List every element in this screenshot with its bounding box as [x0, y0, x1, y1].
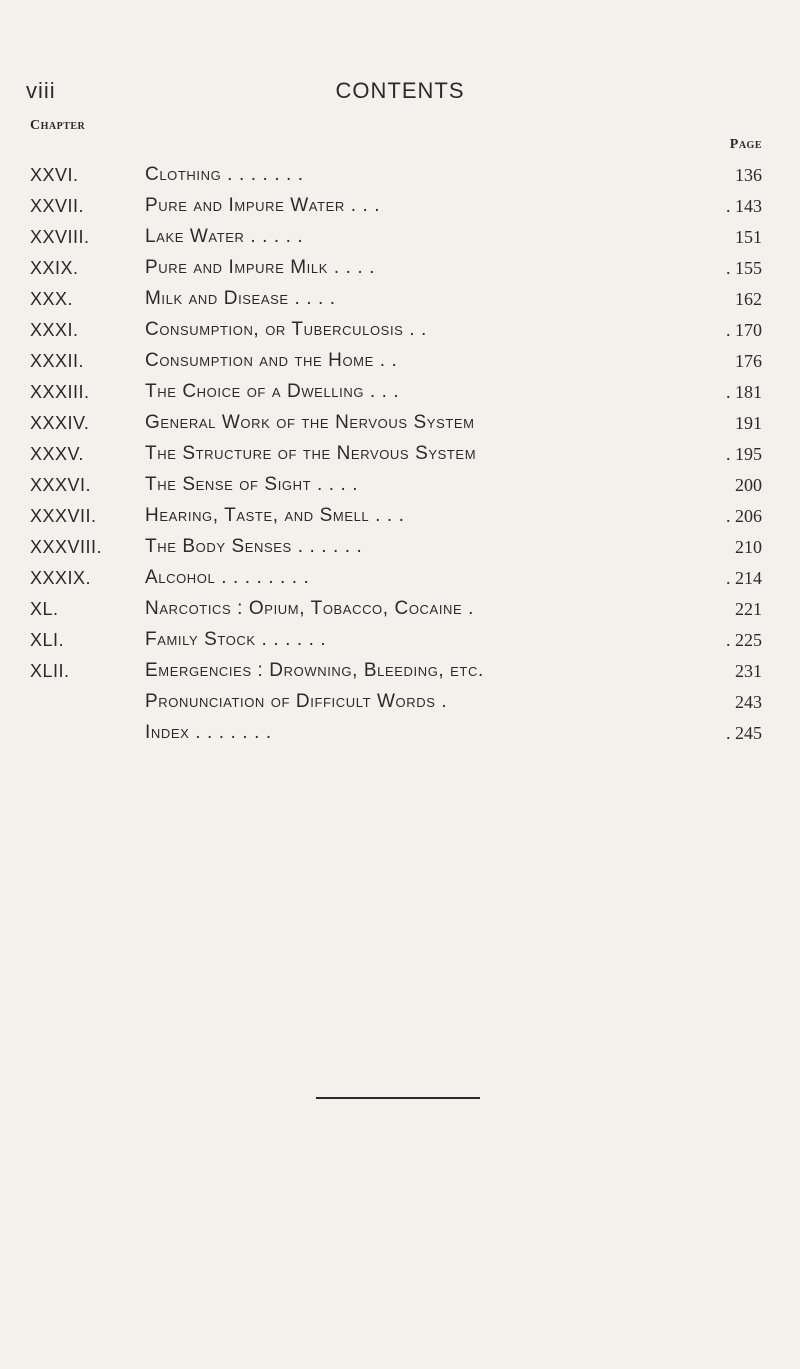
page-column-heading: Page [729, 137, 762, 152]
chapter-title: Pronunciation of Difficult Words . [145, 691, 448, 712]
chapter-numeral: XXXII. [30, 351, 85, 371]
chapter-title: Alcohol . . . . . . . . [145, 567, 310, 588]
contents-entry [0, 222, 800, 252]
contents-entry [0, 439, 800, 469]
page-ref: . 206 [726, 506, 762, 526]
contents-entry [0, 284, 800, 314]
contents-entry [0, 563, 800, 593]
chapter-numeral: XXXV. [30, 444, 84, 464]
chapter-title: The Structure of the Nervous System [145, 443, 477, 464]
chapter-numeral: XXXIV. [30, 413, 90, 433]
contents-entry [0, 346, 800, 376]
page-number: viii [26, 78, 56, 103]
chapter-title: Milk and Disease . . . . [145, 288, 336, 309]
chapter-title: Clothing . . . . . . . [145, 164, 304, 185]
chapter-title: Consumption and the Home . . [145, 350, 398, 371]
chapter-numeral: XXX. [30, 289, 74, 309]
chapter-numeral: XXVIII. [30, 227, 90, 247]
chapter-numeral: XXXIII. [30, 382, 90, 402]
contents-entry [0, 687, 800, 717]
chapter-title: General Work of the Nervous System [145, 412, 475, 433]
page-ref: . 181 [726, 382, 762, 402]
contents-entry [0, 377, 800, 407]
chapter-title: Family Stock . . . . . . [145, 629, 327, 650]
page-ref: . 170 [726, 320, 762, 340]
chapter-title: Emergencies : Drowning, Bleeding, etc. [145, 660, 484, 681]
page-ref: 200 [735, 475, 762, 495]
page-ref: 243 [735, 692, 762, 712]
contents-entry [0, 253, 800, 283]
contents-entry [0, 160, 800, 190]
contents-entry [0, 594, 800, 624]
chapter-title: Index . . . . . . . [145, 722, 272, 743]
running-head: CONTENTS [335, 78, 465, 103]
page-ref: . 245 [726, 723, 762, 743]
chapter-column-heading: Chapter [30, 118, 86, 133]
chapter-title: The Sense of Sight . . . . [145, 474, 359, 495]
closing-rule [316, 1097, 480, 1099]
chapter-title: Hearing, Taste, and Smell . . . [145, 505, 405, 526]
chapter-title: Pure and Impure Milk . . . . [145, 257, 375, 278]
contents-entry [0, 501, 800, 531]
chapter-numeral: XXXVI. [30, 475, 92, 495]
contents-entry [0, 625, 800, 655]
page-ref: . 195 [726, 444, 762, 464]
page-ref: 191 [735, 413, 762, 433]
page-ref: 210 [735, 537, 762, 557]
chapter-title: Narcotics : Opium, Tobacco, Cocaine . [145, 598, 475, 619]
contents-entry [0, 718, 800, 748]
contents-entry [0, 408, 800, 438]
chapter-numeral: XXIX. [30, 258, 79, 278]
chapter-title: The Body Senses . . . . . . [145, 536, 363, 557]
page-ref: 231 [735, 661, 762, 681]
chapter-numeral: XXXVIII. [30, 537, 103, 557]
chapter-title: Consumption, or Tuberculosis . . [145, 319, 427, 340]
contents-entry [0, 656, 800, 686]
page-ref: . 225 [726, 630, 762, 650]
page-ref: 162 [735, 289, 762, 309]
page-ref: 151 [735, 227, 762, 247]
page-ref: . 143 [726, 196, 762, 216]
contents-entry [0, 191, 800, 221]
chapter-numeral: XXXI. [30, 320, 79, 340]
page-ref: 221 [735, 599, 762, 619]
chapter-numeral: XXVI. [30, 165, 79, 185]
page-ref: . 214 [726, 568, 762, 588]
contents-entry [0, 470, 800, 500]
chapter-numeral: XLI. [30, 630, 65, 650]
page-ref: 176 [735, 351, 762, 371]
chapter-title: Lake Water . . . . . [145, 226, 304, 247]
contents-entry [0, 532, 800, 562]
chapter-title: Pure and Impure Water . . . [145, 195, 381, 216]
page-ref: 136 [735, 165, 762, 185]
chapter-title: The Choice of a Dwelling . . . [145, 381, 400, 402]
contents-entry [0, 315, 800, 345]
page-ref: . 155 [726, 258, 762, 278]
chapter-numeral: XLII. [30, 661, 70, 681]
chapter-numeral: XXXIX. [30, 568, 92, 588]
chapter-numeral: XXVII. [30, 196, 85, 216]
chapter-numeral: XL. [30, 599, 59, 619]
chapter-numeral: XXXVII. [30, 506, 97, 526]
